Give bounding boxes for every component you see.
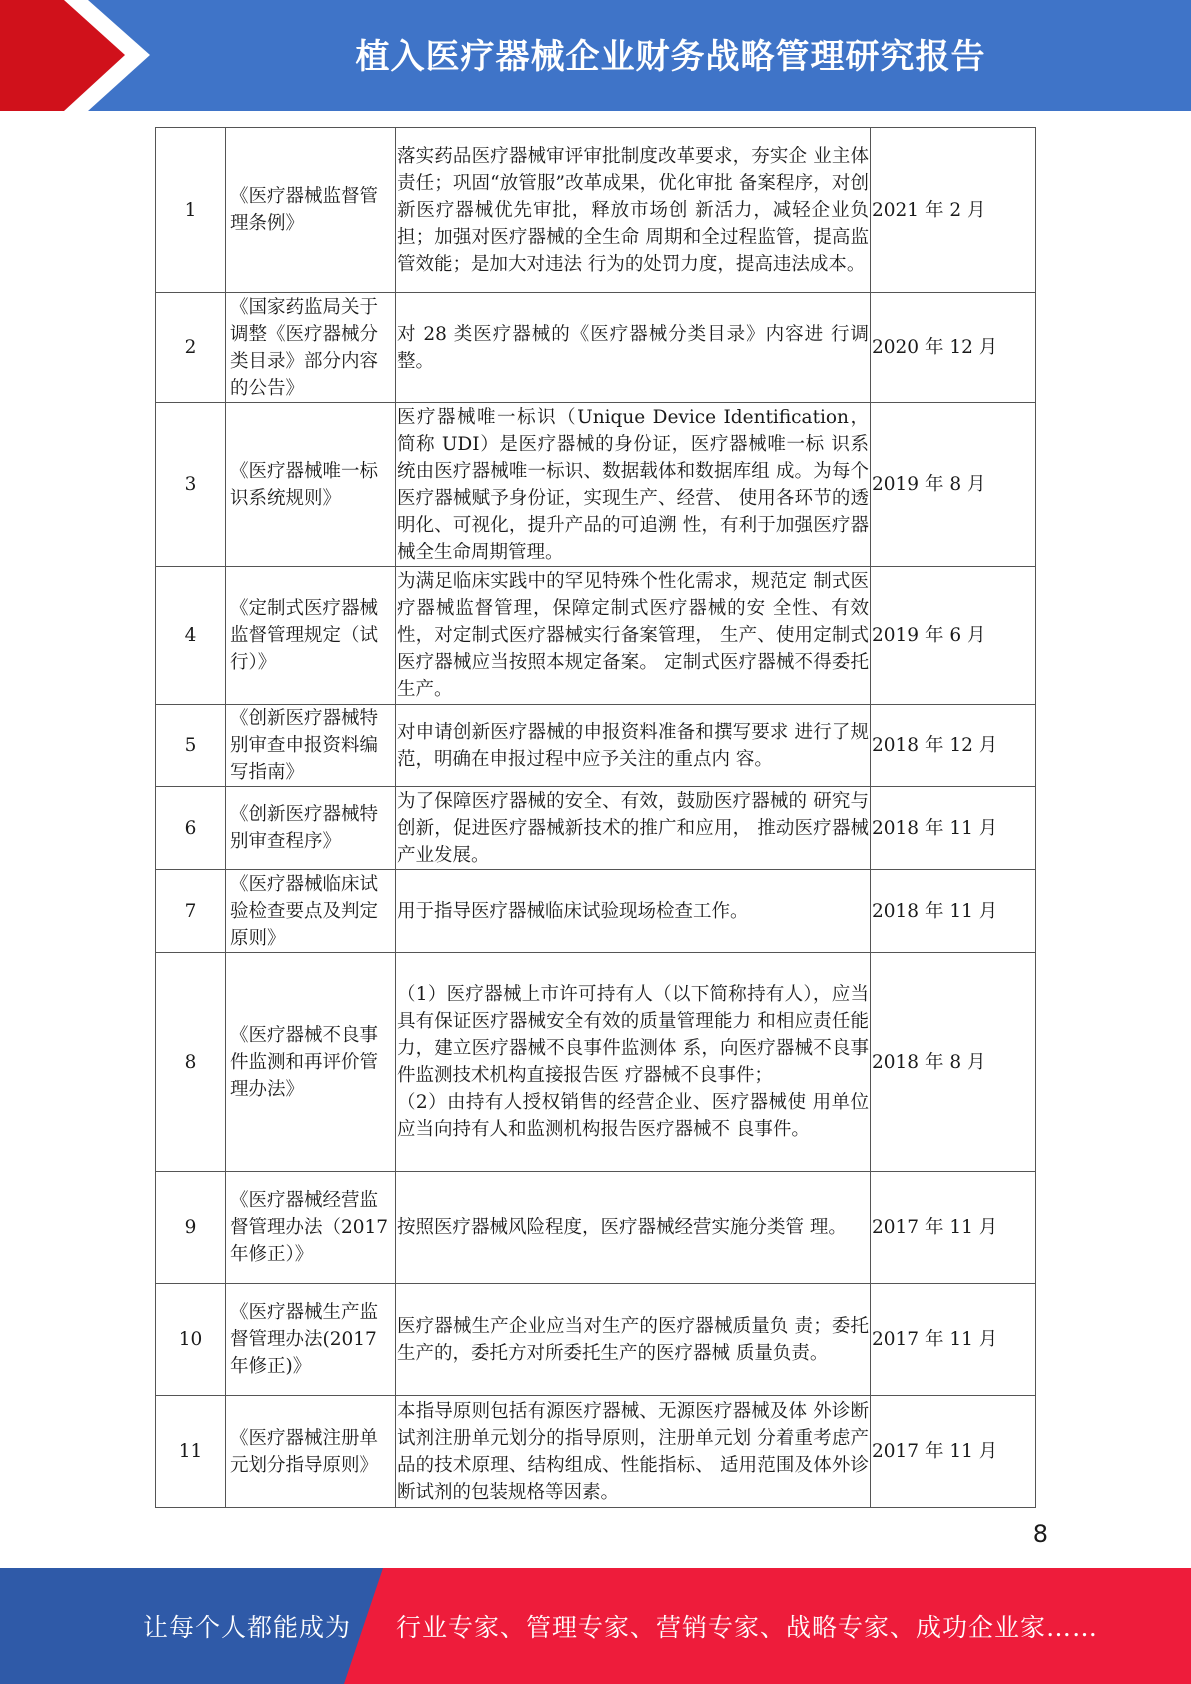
regulation-description <box>396 953 871 1172</box>
footer-slogan-right: 行业专家、管理专家、营销专家、战略专家、成功企业家…… <box>396 1613 1099 1642</box>
regulation-description: 本指导原则包括有源医疗器械、无源医疗器械及体 外诊断试剂注册单元划分的指导原则，注册单元划 分着重考虑产品的技术原理、结构组成、性能指标、 适用范围及体外诊断试剂的包装规格等因素。 <box>396 1396 871 1508</box>
report-title: 植入医疗器械企业财务战略管理研究报告 <box>355 36 986 77</box>
regulation-date: 2017 年 11 月 <box>871 1396 1036 1508</box>
regulation-description: 对 28 类医疗器械的《医疗器械分类目录》内容进 行调整。 <box>396 293 871 403</box>
table-row <box>156 870 1036 953</box>
regulation-date: 2019 年 8 月 <box>871 403 1036 567</box>
row-number: 6 <box>156 787 226 870</box>
table-row <box>156 787 1036 870</box>
regulation-date: 2018 年 11 月 <box>871 870 1036 953</box>
regulation-name: 《医疗器械生产监督管理办法(2017 年修正)》 <box>226 1284 396 1396</box>
regulation-description: 为满足临床实践中的罕见特殊个性化需求，规范定 制式医疗器械监督管理，保障定制式医疗器械的安 全性、有效性，对定制式医疗器械实行备案管理， 生产、使用定制式医疗器械应当按照本规定备案。 定制式医疗器械不得委托生产。 <box>396 567 871 705</box>
regulation-name: 《国家药监局关于调整《医疗器械分类目录》部分内容的公告》 <box>226 293 396 403</box>
regulation-description: 医疗器械唯一标识（Unique Device Identification， 简称 UDI）是医疗器械的身份证，医疗器械唯一标 识系统由医疗器械唯一标识、数据载体和数据库组 成。为每个医疗器械赋予身份证，实现生产、经营、 使用各环节的透明化、可视化，提升产品的可追溯 性，有利于加强医疗器械全生命周期管理。 <box>396 403 871 567</box>
page-number: 8 <box>1032 1520 1048 1548</box>
table-row <box>156 128 1036 293</box>
regulation-date: 2018 年 11 月 <box>871 787 1036 870</box>
row-number: 5 <box>156 705 226 787</box>
regulation-date: 2017 年 11 月 <box>871 1172 1036 1284</box>
table-row <box>156 953 1036 1172</box>
row-number: 11 <box>156 1396 226 1508</box>
header-band <box>0 0 1191 111</box>
regulation-date: 2018 年 12 月 <box>871 705 1036 787</box>
regulation-date: 2017 年 11 月 <box>871 1284 1036 1396</box>
regulation-date: 2021 年 2 月 <box>871 128 1036 293</box>
row-number: 10 <box>156 1284 226 1396</box>
regulation-table <box>155 127 1035 1508</box>
regulation-name: 《创新医疗器械特别审查程序》 <box>226 787 396 870</box>
description-point-2: （2）由持有人授权销售的经营企业、医疗器械使 用单位应当向持有人和监测机构报告医疗器械不 良事件。 <box>397 1092 869 1140</box>
regulation-date: 2020 年 12 月 <box>871 293 1036 403</box>
table-row <box>156 403 1036 567</box>
table-row <box>156 1396 1036 1508</box>
row-number: 3 <box>156 403 226 567</box>
regulation-date: 2018 年 8 月 <box>871 953 1036 1172</box>
row-number: 1 <box>156 128 226 293</box>
regulation-description: 按照医疗器械风险程度，医疗器械经营实施分类管 理。 <box>396 1172 871 1284</box>
regulation-name: 《医疗器械经营监督管理办法（2017 年修正）》 <box>226 1172 396 1284</box>
footer-slogan-left: 让每个人都能成为 <box>143 1613 352 1642</box>
regulation-name: 《医疗器械监督管理条例》 <box>226 128 396 293</box>
regulation-name: 《医疗器械唯一标识系统规则》 <box>226 403 396 567</box>
regulation-description: 落实药品医疗器械审评审批制度改革要求，夯实企 业主体责任；巩固“放管服”改革成果，优化审批 备案程序，对创新医疗器械优先审批，释放市场创 新活力，减轻企业负担；加强对医疗器械的全生命 周期和全过程监管，提高监管效能；是加大对违法 行为的处罚力度，提高违法成本。 <box>396 128 871 293</box>
row-number: 2 <box>156 293 226 403</box>
row-number: 9 <box>156 1172 226 1284</box>
row-number: 8 <box>156 953 226 1172</box>
footer-band <box>0 1568 1191 1684</box>
regulation-name: 《医疗器械不良事件监测和再评价管理办法》 <box>226 953 396 1172</box>
table-row <box>156 1172 1036 1284</box>
description-point-1: （1）医疗器械上市许可持有人（以下简称持有人），应当具有保证医疗器械安全有效的质量管理能力 和相应责任能力，建立医疗器械不良事件监测体 系，向医疗器械不良事件监测技术机构直接报告医 疗器械不良事件； <box>397 984 869 1086</box>
regulation-name: 《医疗器械临床试验检查要点及判定原则》 <box>226 870 396 953</box>
regulation-name: 《医疗器械注册单元划分指导原则》 <box>226 1396 396 1508</box>
table-row <box>156 705 1036 787</box>
table-row <box>156 293 1036 403</box>
table-row <box>156 1284 1036 1396</box>
table-row <box>156 567 1036 705</box>
regulation-description: 用于指导医疗器械临床试验现场检查工作。 <box>396 870 871 953</box>
regulation-description: 对申请创新医疗器械的申报资料准备和撰写要求 进行了规范，明确在申报过程中应予关注的重点内 容。 <box>396 705 871 787</box>
regulation-name: 《创新医疗器械特别审查申报资料编写指南》 <box>226 705 396 787</box>
regulation-description: 医疗器械生产企业应当对生产的医疗器械质量负 责；委托生产的，委托方对所委托生产的医疗器械 质量负责。 <box>396 1284 871 1396</box>
regulation-description: 为了保障医疗器械的安全、有效，鼓励医疗器械的 研究与创新，促进医疗器械新技术的推广和应用， 推动医疗器械产业发展。 <box>396 787 871 870</box>
regulation-name: 《定制式医疗器械监督管理规定（试行）》 <box>226 567 396 705</box>
row-number: 7 <box>156 870 226 953</box>
regulation-date: 2019 年 6 月 <box>871 567 1036 705</box>
row-number: 4 <box>156 567 226 705</box>
